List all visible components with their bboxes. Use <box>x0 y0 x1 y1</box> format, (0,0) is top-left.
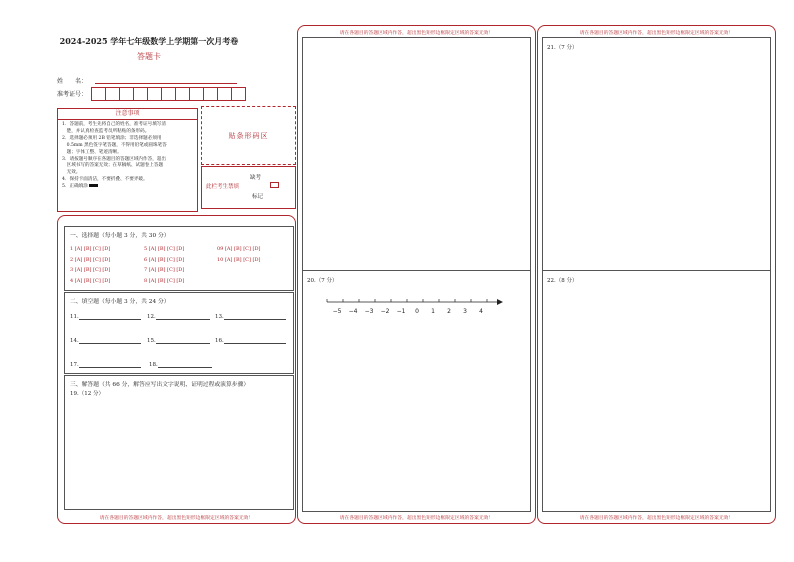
number-line-tick-label: 1 <box>431 308 435 315</box>
answer-sheet-label: 答题卡 <box>137 52 161 61</box>
blank-13-label: 13. <box>215 314 224 320</box>
blank-18-line[interactable] <box>158 361 212 368</box>
id-number-boxes[interactable] <box>91 87 245 101</box>
solution-title: 三、解答题（共 66 分，解答应写出文字说明、证明过程或演算步骤） <box>70 382 250 388</box>
notice-line: 2．选择题必须用 2B 铅笔填涂；非选择题必须用 <box>62 135 162 141</box>
id-digit-box[interactable] <box>119 87 134 101</box>
question-22-label: 22.（8 分） <box>547 278 578 284</box>
name-label: 姓 名： <box>57 78 88 85</box>
question-22-answer-area[interactable] <box>543 286 770 511</box>
blank-16-line[interactable] <box>224 337 286 344</box>
boundary-warning: 请在各题目的答题区域内作答，超出黑色矩形边框限定区域的答案无效！ <box>579 516 734 521</box>
boundary-warning: 请在各题目的答题区域内作答，超出黑色矩形边框限定区域的答案无效！ <box>339 516 494 521</box>
question-19-label: 19.（12 分） <box>70 391 104 397</box>
notice-line: 题；字体工整、笔迹清晰。 <box>62 149 122 155</box>
choice-col-3 <box>217 244 260 265</box>
question-20-answer-area[interactable] <box>303 328 530 511</box>
fill-blank-title: 二、填空题（每小题 3 分，共 24 分） <box>70 299 170 305</box>
blank-17-line[interactable] <box>79 361 141 368</box>
fill-blank-section <box>64 292 294 374</box>
divider <box>303 270 530 271</box>
blank-11[interactable] <box>70 313 141 320</box>
choice-item[interactable]: 5 [A] [B] [C] [D] <box>144 246 185 252</box>
notice-line: 无效。 <box>62 170 81 176</box>
id-digit-box[interactable] <box>133 87 148 101</box>
answer-box-2 <box>302 37 531 512</box>
choice-col-2 <box>144 244 184 286</box>
id-digit-box[interactable] <box>91 87 106 101</box>
number-line-tick-label: 4 <box>479 308 483 315</box>
absent-mark-label: 标记 <box>252 194 264 200</box>
choice-item[interactable]: 7 [A] [B] [C] [D] <box>144 267 185 273</box>
blank-14-label: 14. <box>70 338 79 344</box>
id-label: 准考证号： <box>57 91 88 98</box>
id-digit-box[interactable] <box>105 87 120 101</box>
notice-box <box>57 108 198 212</box>
blank-15-label: 15. <box>147 338 156 344</box>
boundary-warning: 请在各题目的答题区域内作答，超出黑色矩形边框限定区域的答案无效！ <box>339 31 494 36</box>
absent-mark-box <box>201 166 296 209</box>
notice-line: 3．请按题号顺序在各题目的答题区域内作答，超出 <box>62 156 166 162</box>
notice-line: 区域书写的答案无效；在草稿纸、试题卷上答题 <box>62 163 164 169</box>
blank-18-label: 18. <box>149 362 158 368</box>
boundary-warning: 请在各题目的答题区域内作答，超出黑色矩形边框限定区域的答案无效！ <box>579 31 734 36</box>
number-line-tick-label: −1 <box>396 308 406 315</box>
question-21-label: 21.（7 分） <box>547 45 578 51</box>
choice-item[interactable]: 6 [A] [B] [C] [D] <box>144 256 185 263</box>
arrow-right-icon <box>497 299 503 305</box>
blank-16-label: 16. <box>215 338 224 344</box>
upper-answer-area[interactable] <box>303 38 530 270</box>
choice-section-title: 一、选择题（每小题 3 分，共 30 分） <box>70 233 170 239</box>
choice-section <box>64 226 294 291</box>
notice-line: 0.5mm 黑色签字笔答题，不得用铅笔或圆珠笔答 <box>62 142 167 148</box>
id-digit-box[interactable] <box>231 87 246 101</box>
answer-box-3 <box>542 37 771 512</box>
blank-17-label: 17. <box>70 362 79 368</box>
blank-16[interactable] <box>215 337 286 344</box>
number-line-tick-label: 0 <box>415 308 419 315</box>
id-digit-box[interactable] <box>203 87 218 101</box>
choice-item[interactable]: 1 [A] [B] [C] [D] <box>70 246 111 252</box>
blank-15-line[interactable] <box>156 337 210 344</box>
number-line-tick-label: −2 <box>380 308 390 315</box>
blank-13[interactable] <box>215 313 286 320</box>
id-digit-box[interactable] <box>189 87 204 101</box>
absent-checkbox[interactable] <box>270 182 279 188</box>
choice-item[interactable]: 09 [A] [B] [C] [D] <box>217 246 261 252</box>
blank-11-label: 11. <box>70 314 79 320</box>
absent-notice: 此栏考生禁填 <box>206 184 240 190</box>
number-line-tick-label: −4 <box>348 308 358 315</box>
choice-col-1 <box>70 244 110 286</box>
barcode-label: 贴条形码区 <box>228 131 269 140</box>
id-digit-box[interactable] <box>175 87 190 101</box>
number-line-tick-label: −3 <box>364 308 374 315</box>
question-20-label: 20.（7 分） <box>307 278 338 284</box>
number-line <box>323 293 513 317</box>
blank-13-line[interactable] <box>224 313 286 320</box>
number-line-tick-label: −5 <box>332 308 342 315</box>
absent-label: 缺考 <box>250 175 262 181</box>
filled-mark-example <box>89 184 98 187</box>
blank-17[interactable] <box>70 361 141 368</box>
question-19-answer-area[interactable] <box>65 398 293 509</box>
choice-item[interactable]: 10 [A] [B] [C] [D] <box>217 256 261 263</box>
id-digit-box[interactable] <box>217 87 232 101</box>
number-line-tick-label: 2 <box>447 308 451 315</box>
blank-12-label: 12. <box>147 314 156 320</box>
blank-12[interactable] <box>147 313 210 320</box>
id-digit-box[interactable] <box>161 87 176 101</box>
notice-line: 楚，并认真检查监考员所粘贴的条形码。 <box>62 128 150 134</box>
blank-14-line[interactable] <box>79 337 141 344</box>
barcode-area <box>201 106 296 165</box>
notice-title: 注意事项 <box>58 109 197 120</box>
notice-line: 4．保持卡面清洁，不要折叠、不要弄破。 <box>62 177 148 183</box>
blank-14[interactable] <box>70 337 141 344</box>
question-21-answer-area[interactable] <box>543 52 770 270</box>
blank-18[interactable] <box>149 361 212 368</box>
correct-fill-label: 5．正确填涂 <box>62 184 88 190</box>
choice-item[interactable]: 4 [A] [B] [C] [D] <box>70 277 111 284</box>
choice-item[interactable]: 3 [A] [B] [C] [D] <box>70 267 111 273</box>
number-line-tick-label: 3 <box>463 308 467 315</box>
solution-section <box>64 375 294 510</box>
notice-line: 1．答题前，考生先将自己的姓名，准考证号填写清 <box>62 122 166 127</box>
blank-15[interactable] <box>147 337 210 344</box>
blank-12-line[interactable] <box>156 313 210 320</box>
blank-11-line[interactable] <box>79 313 141 320</box>
choice-item[interactable]: 2 [A] [B] [C] [D] <box>70 256 111 263</box>
divider <box>543 270 770 271</box>
boundary-warning: 请在各题目的答题区域内作答，超出黑色矩形边框限定区域的答案无效！ <box>99 516 254 521</box>
id-digit-box[interactable] <box>147 87 162 101</box>
exam-title: 2024-2025 学年七年级数学上学期第一次月考卷 <box>59 36 239 46</box>
name-field[interactable] <box>95 83 237 84</box>
choice-item[interactable]: 8 [A] [B] [C] [D] <box>144 277 185 284</box>
